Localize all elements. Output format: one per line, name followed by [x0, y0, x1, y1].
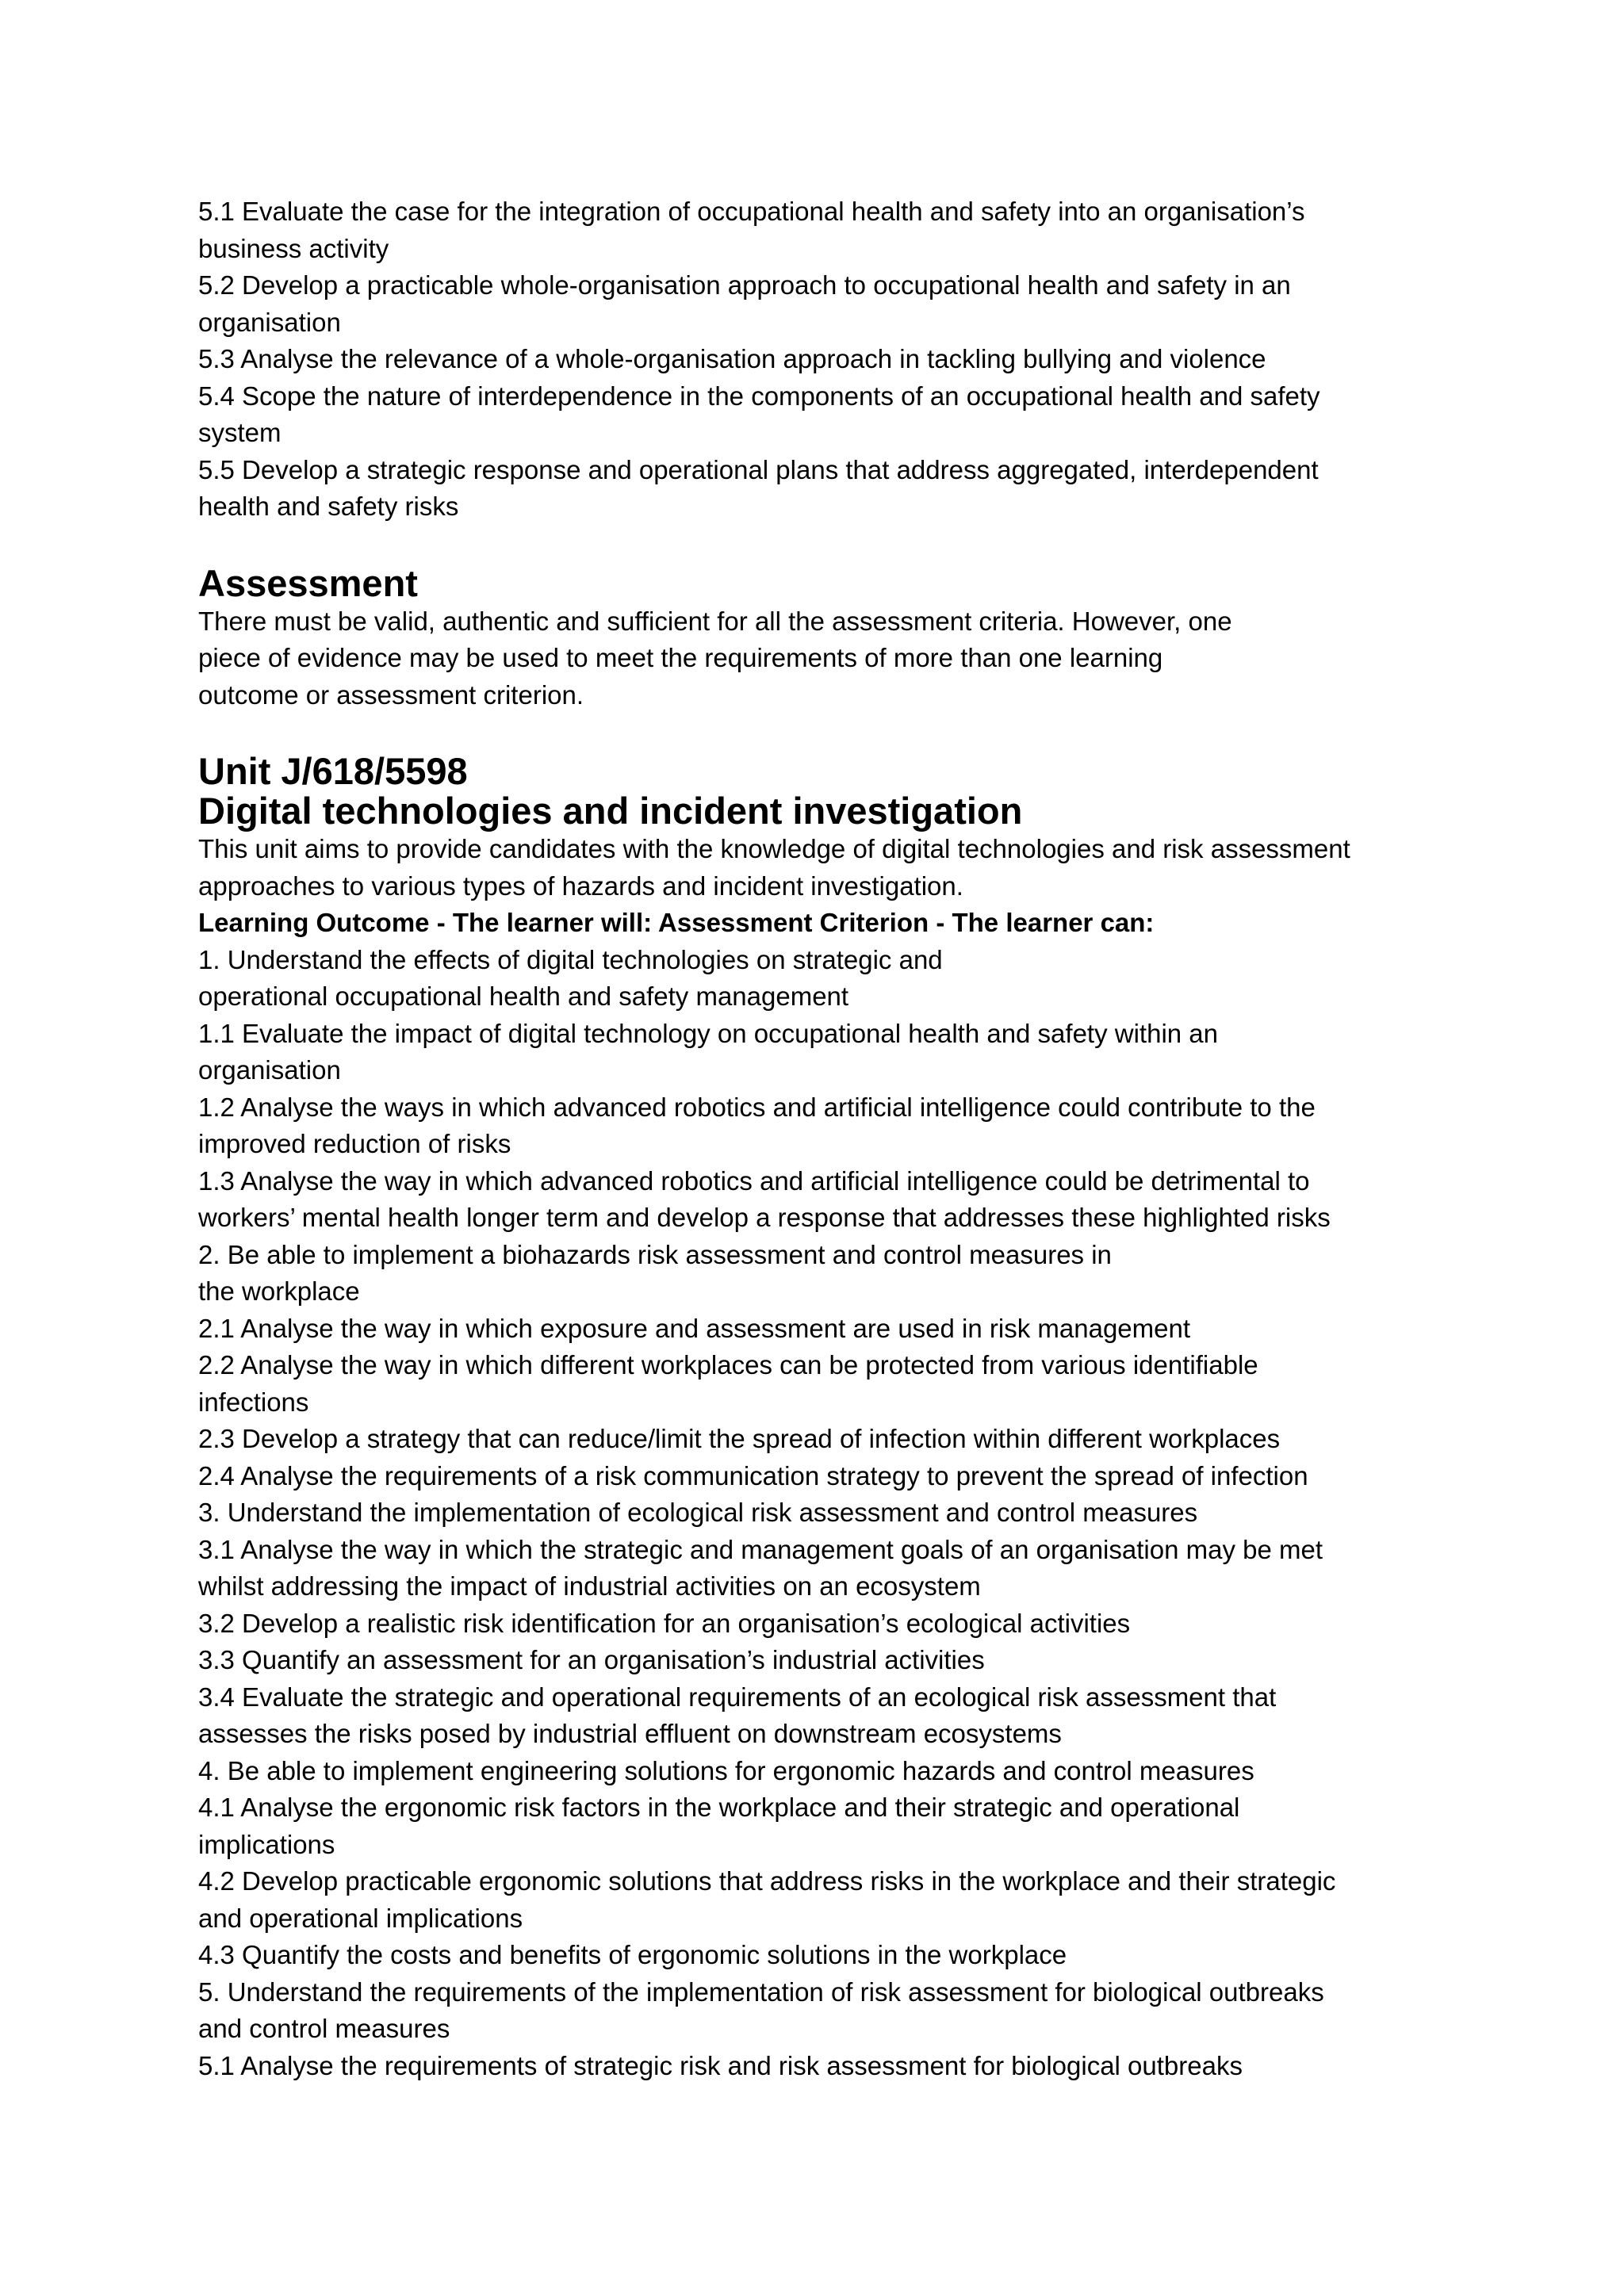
criterion-line: infections: [198, 1387, 309, 1417]
text-line: organisation: [198, 307, 341, 337]
criterion-line: 4.2 Develop practicable ergonomic solutions that address risks in the workplace and their strategic: [198, 1866, 1336, 1896]
text-line: outcome or assessment criterion.: [198, 679, 584, 710]
unit-intro-line: approaches to various types of hazards and incident investigation.: [198, 871, 963, 901]
criterion-line: 3.4 Evaluate the strategic and operational requirements of an ecological risk assessment that: [198, 1682, 1277, 1712]
document-page: [198, 193, 1435, 2084]
criterion-line: workers’ mental health longer term and develop a response that addresses these highlighted risks: [198, 1203, 1331, 1232]
criterion-line: improved reduction of risks: [198, 1129, 511, 1158]
text-line: 5.5 Develop a strategic response and operational plans that address aggregated, interdependent: [198, 454, 1319, 484]
unit-title-heading: Digital technologies and incident investigation: [198, 790, 1023, 832]
criterion-line: 1.1 Evaluate the impact of digital technology on occupational health and safety within an: [198, 1018, 1219, 1048]
criterion-line: 4.3 Quantify the costs and benefits of ergonomic solutions in the workplace: [198, 1940, 1067, 1969]
criterion-line: 1.2 Analyse the ways in which advanced robotics and artificial intelligence could contribute to the: [198, 1092, 1316, 1122]
text-line: 5.4 Scope the nature of interdependence in the components of an occupational health and safety: [198, 381, 1320, 411]
criterion-line: 2.2 Analyse the way in which different workplaces can be protected from various identifiable: [198, 1350, 1258, 1380]
text-line: business activity: [198, 233, 389, 263]
text-line: health and safety risks: [198, 492, 459, 521]
text-line: There must be valid, authentic and sufficient for all the assessment criteria. However, one: [198, 606, 1232, 636]
criterion-line: 3. Understand the implementation of ecological risk assessment and control measures: [198, 1498, 1198, 1527]
criterion-line: 1.3 Analyse the way in which advanced robotics and artificial intelligence could be detrimental to: [198, 1165, 1310, 1196]
criterion-line: and control measures: [198, 2014, 450, 2043]
criterion-line: 5.1 Analyse the requirements of strategic risk and risk assessment for biological outbreaks: [198, 2050, 1243, 2080]
criterion-line: operational occupational health and safety management: [198, 982, 849, 1011]
criterion-line: 3.1 Analyse the way in which the strategic and management goals of an organisation may be met: [198, 1534, 1323, 1564]
criterion-line: 3.2 Develop a realistic risk identification for an organisation’s ecological activities: [198, 1608, 1131, 1638]
criterion-line: 2. Be able to implement a biohazards risk assessment and control measures in: [198, 1239, 1112, 1269]
criterion-line: 2.4 Analyse the requirements of a risk communication strategy to prevent the spread of infection: [198, 1460, 1308, 1490]
unit-section: [198, 752, 1435, 2084]
unit-code-heading: Unit J/618/5598: [198, 750, 468, 792]
criterion-line: the workplace: [198, 1276, 360, 1306]
text-line: system: [198, 418, 282, 447]
section-5-criteria: [198, 193, 1435, 526]
text-line: 5.1 Evaluate the case for the integration of occupational health and safety into an organisation’s: [198, 197, 1305, 226]
criterion-line: 3.3 Quantify an assessment for an organisation’s industrial activities: [198, 1645, 985, 1674]
criterion-line: 2.3 Develop a strategy that can reduce/limit the spread of infection within different workplaces: [198, 1424, 1281, 1453]
criterion-line: 5. Understand the requirements of the implementation of risk assessment for biological outbreaks: [198, 1976, 1324, 2007]
criterion-line: 4.1 Analyse the ergonomic risk factors in the workplace and their strategic and operational: [198, 1793, 1240, 1822]
unit-intro-line: This unit aims to provide candidates with the knowledge of digital technologies and risk assessment: [198, 834, 1350, 863]
spacer: [198, 526, 1435, 564]
text-line: 5.2 Develop a practicable whole-organisation approach to occupational health and safety in an: [198, 270, 1291, 300]
criterion-line: organisation: [198, 1055, 341, 1085]
criterion-line: 4. Be able to implement engineering solutions for ergonomic hazards and control measures: [198, 1755, 1254, 1785]
criterion-line: 1. Understand the effects of digital technologies on strategic and: [198, 944, 943, 974]
spacer: [198, 714, 1435, 752]
criterion-line: whilst addressing the impact of industrial activities on an ecosystem: [198, 1571, 981, 1601]
text-line: 5.3 Analyse the relevance of a whole-organisation approach in tackling bullying and violence: [198, 344, 1266, 373]
columns-label: Learning Outcome - The learner will: Assessment Criterion - The learner can:: [198, 908, 1155, 937]
criterion-line: implications: [198, 1829, 335, 1859]
criterion-line: assesses the risks posed by industrial effluent on downstream ecosystems: [198, 1719, 1062, 1748]
criterion-line: and operational implications: [198, 1903, 523, 1933]
assessment-heading: Assessment: [198, 561, 418, 604]
criterion-line: 2.1 Analyse the way in which exposure and assessment are used in risk management: [198, 1313, 1191, 1343]
unit-criteria-list: [198, 942, 1435, 2085]
text-line: piece of evidence may be used to meet the requirements of more than one learning: [198, 643, 1163, 672]
assessment-section: [198, 561, 1435, 714]
